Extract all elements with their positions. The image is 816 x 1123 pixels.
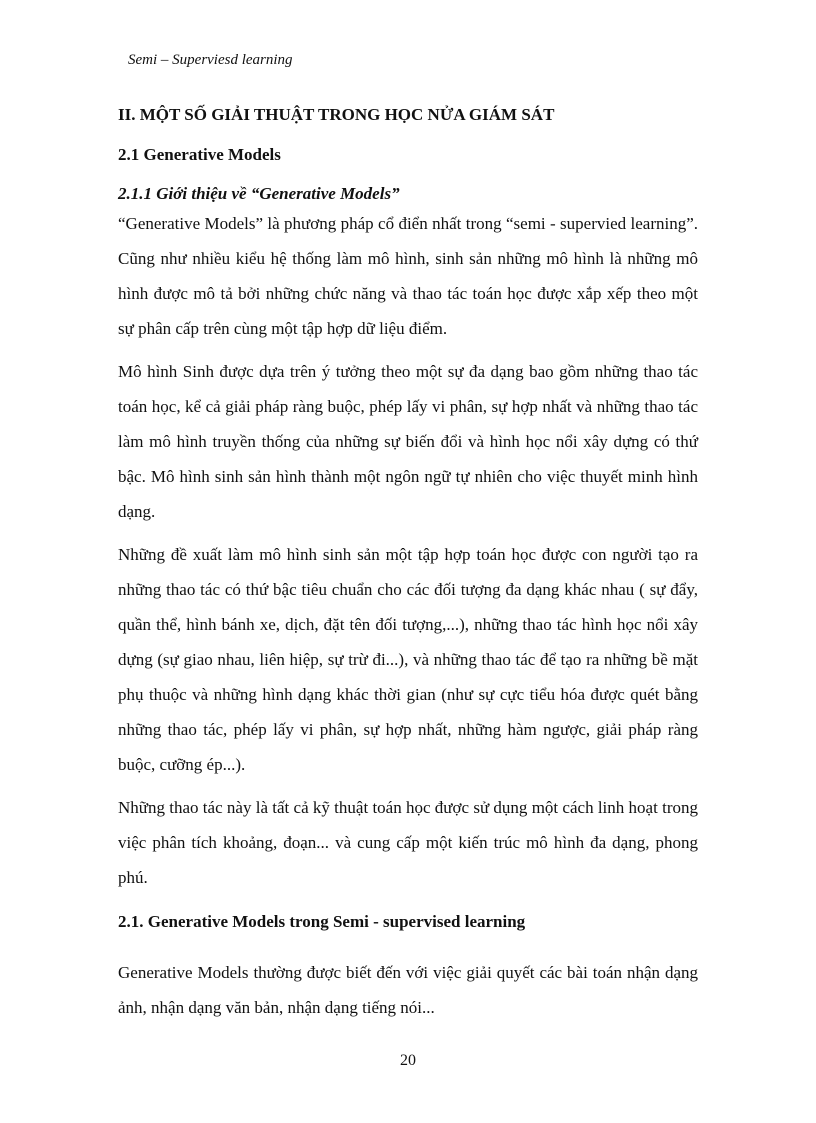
section2-heading: 2.1. Generative Models trong Semi - supervised learning xyxy=(118,912,526,931)
page-content xyxy=(118,100,698,1033)
section2-paragraph: Generative Models thường được biết đến với việc giải quyết các bài toán nhận dạng ảnh, nhận dạng văn bản, nhận dạng tiếng nói... xyxy=(118,963,698,1017)
subsubsection-heading: 2.1.1 Giới thiệu về “Generative Models” xyxy=(118,184,400,203)
section-heading: II. MỘT SỐ GIẢI THUẬT TRONG HỌC NỬA GIÁM SÁT xyxy=(118,105,555,124)
paragraph-2: Mô hình Sinh được dựa trên ý tưởng theo một sự đa dạng bao gồm những thao tác toán học, kể cả giải pháp ràng buộc, phép lấy vi phân, sự hợp nhất và những thao tác làm mô hình truyền thống của những sự biến đổi và hình học nổi xây dựng có thứ bậc. Mô hình sinh sản hình thành một ngôn ngữ tự nhiên cho việc thuyết minh hình dạng. xyxy=(118,362,698,521)
subsection-heading: 2.1 Generative Models xyxy=(118,145,281,164)
paragraph-4: Những thao tác này là tất cả kỹ thuật toán học được sử dụng một cách linh hoạt trong việc phân tích khoảng, đoạn... và cung cấp một kiến trúc mô hình đa dạng, phong phú. xyxy=(118,798,698,887)
paragraph-3: Những đề xuất làm mô hình sinh sản một tập hợp toán học được con người tạo ra những thao tác có thứ bậc tiêu chuẩn cho các đối tượng đa dạng khác nhau ( sự đẩy, quần thể, hình bánh xe, dịch, đặt tên đối tượng,...), những thao tác hình học nổi xây dựng (sự giao nhau, liên hiệp, sự trừ đi...), và những thao tác để tạo ra những bề mặt phụ thuộc và những hình dạng khác thời gian (như sự cực tiểu hóa được quét bằng những thao tác, phép lấy vi phân, sự hợp nhất, những hàm ngược, giải pháp ràng buộc, cưỡng ép...). xyxy=(118,545,698,774)
paragraph-1: “Generative Models” là phương pháp cổ điển nhất trong “semi - supervied learning”. Cũng như nhiều kiểu hệ thống làm mô hình, sinh sản những mô hình là những mô hình được mô tả bởi những chức năng và thao tác toán học được xắp xếp theo một sự phân cấp trên cùng một tập hợp dữ liệu điểm. xyxy=(118,214,698,338)
page-number: 20 xyxy=(400,1052,416,1069)
running-header: Semi – Superviesd learning xyxy=(128,52,293,68)
